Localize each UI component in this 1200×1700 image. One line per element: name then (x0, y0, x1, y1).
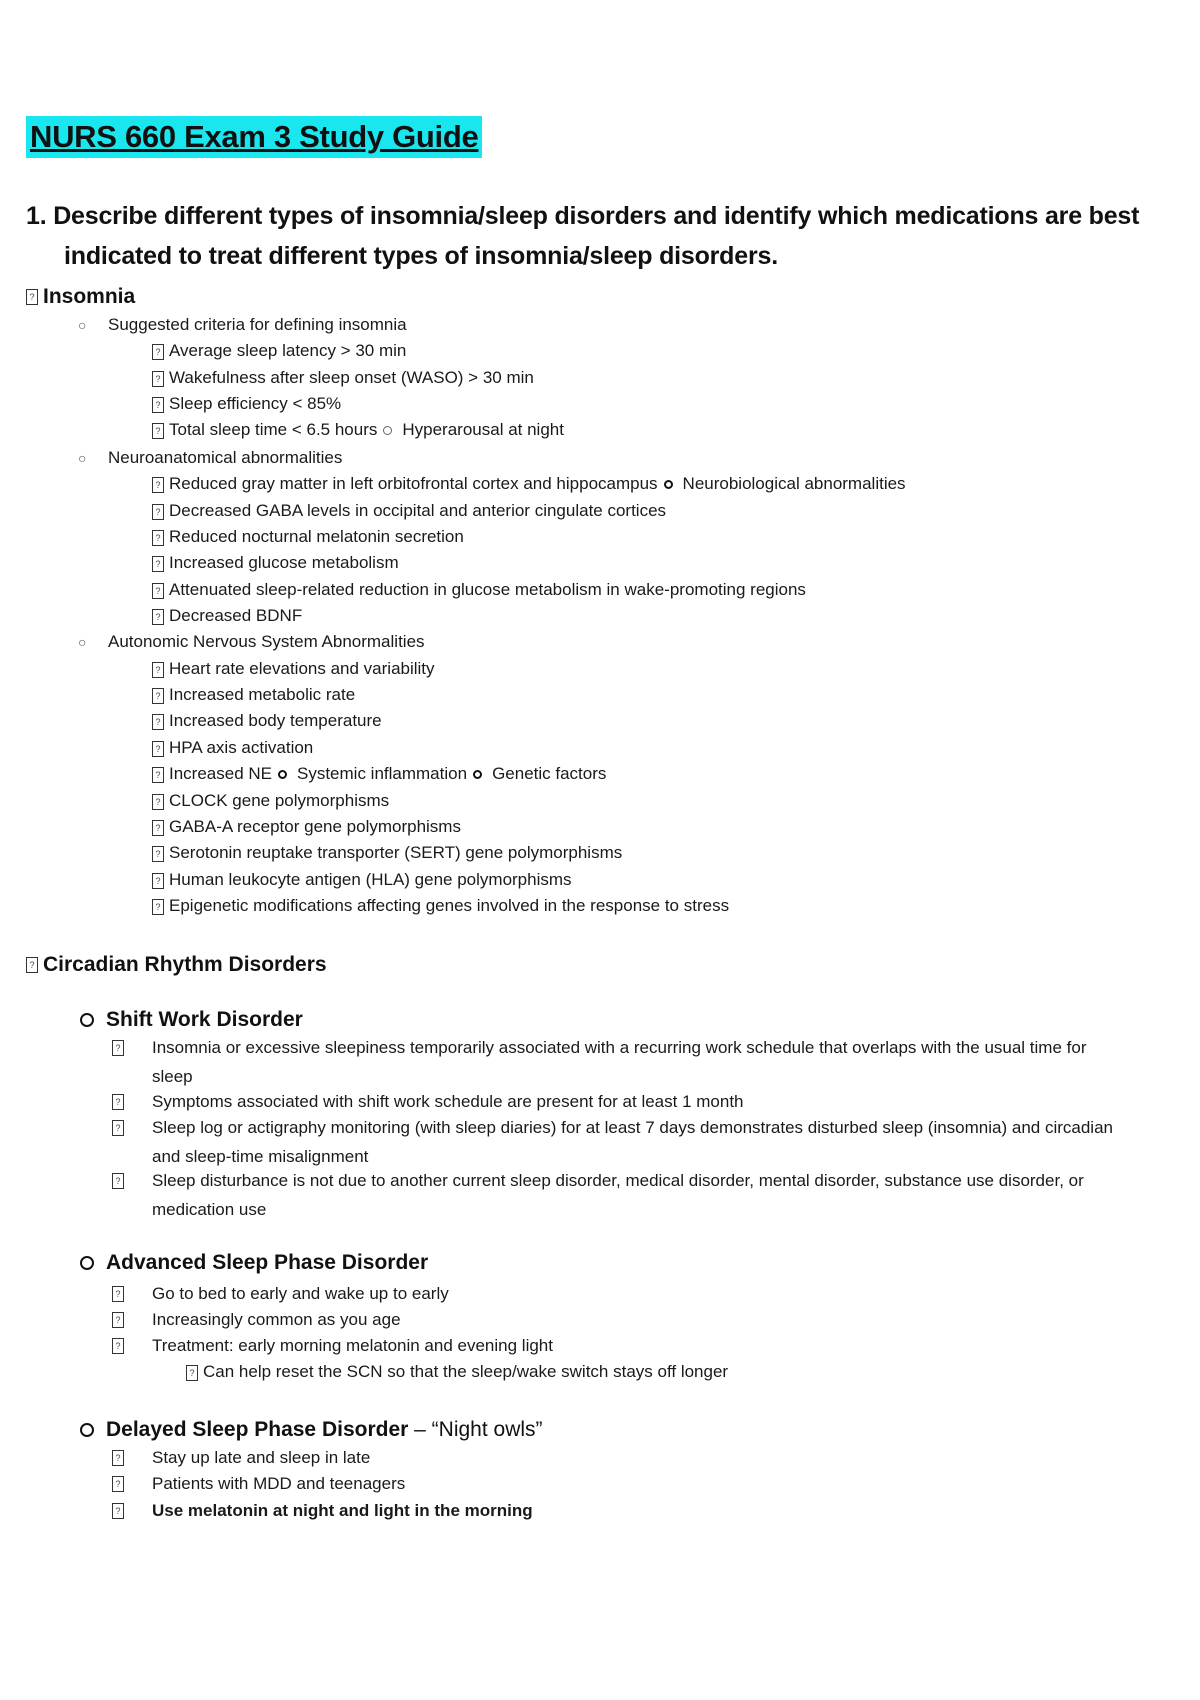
circle-bullet-icon (278, 770, 287, 779)
list-item: ? Heart rate elevations and variability (152, 658, 435, 680)
list-item: ? Use melatonin at night and light in the morning (112, 1496, 533, 1525)
list-item: ? Human leukocyte antigen (HLA) gene polymorphisms (152, 869, 572, 891)
circle-bullet-icon: ○ (78, 450, 87, 466)
page-title: NURS 660 Exam 3 Study Guide (26, 116, 482, 158)
missing-glyph-icon: ? (152, 899, 164, 915)
missing-glyph-icon: ? (152, 371, 164, 387)
missing-glyph-icon: ? (152, 609, 164, 625)
question-line-2: indicated to treat different types of insomnia/sleep disorders. (64, 242, 778, 270)
subsection-delayed-phase: Delayed Sleep Phase Disorder – “Night owls” (80, 1417, 543, 1443)
missing-glyph-icon: ? (112, 1094, 124, 1110)
list-item: ? Increased NE Systemic inflammation Genetic factors (152, 763, 606, 785)
missing-glyph-icon: ? (112, 1173, 124, 1189)
missing-glyph-icon: ? (112, 1120, 124, 1136)
missing-glyph-icon: ? (152, 767, 164, 783)
list-item: ? Sleep log or actigraphy monitoring (with sleep diaries) for at least 7 days demonstrates disturbed sleep (insomnia) and circadian and sleep-time misalignment (112, 1113, 1162, 1171)
section-insomnia (26, 284, 135, 310)
circle-bullet-icon (473, 770, 482, 779)
question-line-1: 1. Describe different types of insomnia/sleep disorders and identify which medications are best (26, 202, 1140, 230)
list-item: ? CLOCK gene polymorphisms (152, 790, 389, 812)
question-heading (26, 196, 1146, 276)
missing-glyph-icon: ? (152, 688, 164, 704)
missing-glyph-icon: ? (152, 583, 164, 599)
list-item: ? Decreased GABA levels in occipital and anterior cingulate cortices (152, 500, 666, 522)
list-item: ? Sleep disturbance is not due to another current sleep disorder, medical disorder, mental disorder, substance use disorder, or medication use (112, 1166, 1162, 1224)
missing-glyph-icon: ? (152, 423, 164, 439)
missing-glyph-icon: ? (152, 344, 164, 360)
missing-glyph-icon: ? (26, 957, 38, 973)
missing-glyph-icon: ? (186, 1365, 198, 1381)
list-item: ? Decreased BDNF (152, 605, 302, 627)
list-item: ? Wakefulness after sleep onset (WASO) > 30 min (152, 367, 534, 389)
section-title: Insomnia (43, 285, 136, 308)
subsection-advanced-phase: Advanced Sleep Phase Disorder (80, 1250, 428, 1276)
circle-bullet-icon: ○ (78, 634, 87, 650)
list-item: ? Total sleep time < 6.5 hours Hyperarousal at night (152, 419, 564, 441)
missing-glyph-icon: ? (152, 397, 164, 413)
missing-glyph-icon: ? (112, 1312, 124, 1328)
missing-glyph-icon: ? (152, 873, 164, 889)
list-item: ? Increased metabolic rate (152, 684, 355, 706)
missing-glyph-icon: ? (152, 662, 164, 678)
missing-glyph-icon: ? (112, 1476, 124, 1492)
missing-glyph-icon: ? (152, 820, 164, 836)
missing-glyph-icon: ? (152, 794, 164, 810)
missing-glyph-icon: ? (152, 846, 164, 862)
list-item: ? Can help reset the SCN so that the sleep/wake switch stays off longer (186, 1361, 728, 1383)
list-item: ? GABA-A receptor gene polymorphisms (152, 816, 461, 838)
section-circadian (26, 952, 327, 978)
list-item: ? Insomnia or excessive sleepiness temporarily associated with a recurring work schedule that overlaps with the usual time for sleep (112, 1033, 1162, 1091)
missing-glyph-icon: ? (152, 741, 164, 757)
circle-bullet-icon: ○ (78, 317, 87, 333)
missing-glyph-icon: ? (152, 504, 164, 520)
missing-glyph-icon: ? (112, 1338, 124, 1354)
subsection-shift-work: Shift Work Disorder (80, 1007, 303, 1033)
list-item: ? Attenuated sleep-related reduction in glucose metabolism in wake-promoting regions (152, 579, 806, 601)
list-item: ○ Neuroanatomical abnormalities (78, 448, 343, 467)
circle-bullet-icon (383, 426, 392, 435)
missing-glyph-icon: ? (152, 556, 164, 572)
missing-glyph-icon: ? (152, 714, 164, 730)
list-item: ? Patients with MDD and teenagers (112, 1469, 405, 1498)
missing-glyph-icon: ? (112, 1286, 124, 1302)
circle-bullet-icon (80, 1013, 94, 1027)
list-item: ? Increased body temperature (152, 710, 382, 732)
list-item: ? Reduced gray matter in left orbitofrontal cortex and hippocampus Neurobiological abnormalities (152, 473, 906, 495)
missing-glyph-icon: ? (152, 477, 164, 493)
list-item: ? Reduced nocturnal melatonin secretion (152, 526, 464, 548)
list-item: ? Treatment: early morning melatonin and evening light (112, 1331, 553, 1360)
list-item: ? Serotonin reuptake transporter (SERT) gene polymorphisms (152, 842, 622, 864)
missing-glyph-icon: ? (112, 1040, 124, 1056)
circle-bullet-icon (80, 1423, 94, 1437)
missing-glyph-icon: ? (112, 1503, 124, 1519)
list-item: ? Average sleep latency > 30 min (152, 340, 406, 362)
list-item: ○ Autonomic Nervous System Abnormalities (78, 632, 425, 651)
list-item: ? Symptoms associated with shift work schedule are present for at least 1 month (112, 1087, 1162, 1116)
missing-glyph-icon: ? (26, 289, 38, 305)
circle-bullet-icon (664, 480, 673, 489)
list-item: ? Epigenetic modifications affecting genes involved in the response to stress (152, 895, 729, 917)
list-item: ? Go to bed to early and wake up to early (112, 1279, 449, 1308)
list-item: ? Increasingly common as you age (112, 1305, 401, 1334)
list-item: ? HPA axis activation (152, 737, 313, 759)
missing-glyph-icon: ? (112, 1450, 124, 1466)
list-item: ○ Suggested criteria for defining insomnia (78, 315, 407, 334)
list-item: ? Sleep efficiency < 85% (152, 393, 341, 415)
list-item: ? Stay up late and sleep in late (112, 1443, 370, 1472)
list-item: ? Increased glucose metabolism (152, 552, 399, 574)
section-title: Circadian Rhythm Disorders (43, 953, 327, 976)
missing-glyph-icon: ? (152, 530, 164, 546)
circle-bullet-icon (80, 1256, 94, 1270)
